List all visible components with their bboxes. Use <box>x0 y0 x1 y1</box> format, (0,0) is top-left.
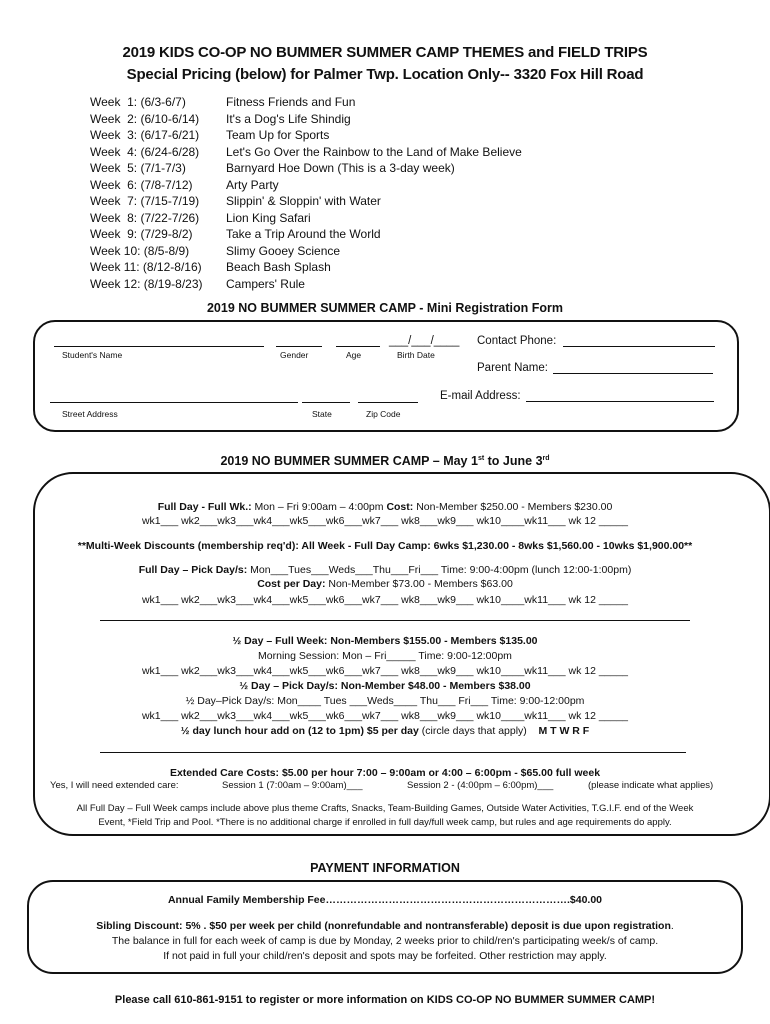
extended-care-yes: Yes, I will need extended care: <box>50 780 179 791</box>
list-item: Week 1: (6/3-6/7) Fitness Friends and Fun <box>90 95 356 109</box>
half-day-pick-day-pricing: ½ Day – Pick Day/s: Non-Member $48.00 - Members $38.00 <box>239 680 531 692</box>
registration-title: 2019 NO BUMMER SUMMER CAMP - Mini Registration Form <box>206 301 564 315</box>
membership-fee: Annual Family Membership Fee…………………………………………………………….$40.00 <box>167 894 603 906</box>
list-item: Week 11: (8/12-8/16) Beach Bash Splash <box>90 260 331 274</box>
zip-label: Zip Code <box>366 409 401 419</box>
camp-title: 2019 NO BUMMER SUMMER CAMP – May 1st to June 3rd <box>220 454 550 468</box>
street-address-label: Street Address <box>62 409 118 419</box>
camp-note-line-1: All Full Day – Full Week camps include above plus theme Crafts, Snacks, Team-Building Games, Outside Water Activities, T.G.I.F. end of the Week <box>76 803 694 814</box>
full-day-line: Full Day - Full Wk.: Mon – Fri 9:00am – 4:00pm Cost: Non-Member $250.00 - Members $230.00 <box>157 501 613 513</box>
email-label: E-mail Address: <box>440 390 521 402</box>
session-2-option[interactable]: Session 2 - (4:00pm – 6:00pm)___ <box>407 780 554 791</box>
parent-name-label: Parent Name: <box>477 362 548 374</box>
list-item: Week 8: (7/22-7/26) Lion King Safari <box>90 210 311 225</box>
email-field[interactable] <box>526 401 714 402</box>
list-item: Week 9: (7/29-8/2) Take a Trip Around the World <box>90 227 381 241</box>
contact-phone-label: Contact Phone: <box>477 335 557 347</box>
list-item: Week 7: (7/15-7/19) Slippin' & Sloppin' with Water <box>90 194 381 208</box>
extended-care-costs: Extended Care Costs: $5.00 per hour 7:00 – 9:00am or 4:00 – 6:00pm - $65.00 full week <box>169 767 601 779</box>
state-label: State <box>312 409 332 419</box>
payment-title: PAYMENT INFORMATION <box>310 861 460 875</box>
week-list <box>90 94 522 292</box>
student-name-label: Student's Name <box>62 350 123 360</box>
please-indicate-note: (please indicate what applies) <box>588 780 714 791</box>
sibling-discount: Sibling Discount: 5% . $50 per week per child (nonrefundable and nontransferable) deposit is due upon registration. <box>96 920 674 932</box>
parent-name-field[interactable] <box>553 373 713 374</box>
session-1-option[interactable]: Session 1 (7:00am – 9:00am)___ <box>222 780 363 791</box>
student-name-field[interactable] <box>54 346 264 347</box>
footer-call: Please call 610-861-9151 to register or more information on KIDS CO-OP NO BUMMER SUMMER CAMP! <box>114 994 656 1006</box>
list-item: Week 10: (8/5-8/9) Slimy Gooey Science <box>90 243 341 258</box>
divider <box>100 620 690 621</box>
lunch-day-options[interactable]: M T W R F <box>538 725 590 737</box>
gender-field[interactable] <box>276 346 322 347</box>
list-item: Week 2: (6/10-6/14) It's a Dog's Life Shindig <box>90 111 351 126</box>
pick-day-week-checkboxes[interactable]: wk1___ wk2___wk3___wk4___wk5___wk6___wk7___ wk8___wk9___ wk10____wk11___ wk 12 _____ <box>141 594 629 606</box>
half-day-pick-week-checkboxes[interactable]: wk1___ wk2___wk3___wk4___wk5___wk6___wk7___ wk8___wk9___ wk10____wk11___ wk 12 _____ <box>141 710 629 722</box>
age-label: Age <box>346 350 362 360</box>
zip-field[interactable] <box>358 402 418 403</box>
street-address-field[interactable] <box>50 402 298 403</box>
list-item: Week 5: (7/1-7/3) Barnyard Hoe Down (This is a 3-day week) <box>90 161 455 175</box>
multi-week-discount: **Multi-Week Discounts (membership req'd): All Week - Full Day Camp: 6wks $1,230.00 - 8wks $1,560.00 - 10wks $1,900.00** <box>77 540 693 552</box>
list-item: Week 12: (8/19-8/23) Campers' Rule <box>90 276 305 291</box>
lunch-add-on-line: ½ day lunch hour add on (12 to 1pm) $5 per day (circle days that apply) M T W R F <box>180 725 590 737</box>
birth-date-label: Birth Date <box>397 350 435 360</box>
gender-label: Gender <box>280 350 309 360</box>
half-day-pick-days[interactable]: ½ Day–Pick Day/s: Mon____ Tues ___Weds____ Thu___ Fri___ Time: 9:00-12:00pm <box>185 695 585 707</box>
birth-date-field[interactable]: ___/___/____ <box>389 335 460 347</box>
morning-session-line: Morning Session: Mon – Fri_____ Time: 9:00-12:00pm <box>258 650 512 662</box>
age-field[interactable] <box>336 346 380 347</box>
contact-phone-field[interactable] <box>563 346 715 347</box>
forfeit-note: If not paid in full your child/ren's deposit and spots may be forfeited. Other restriction may apply. <box>163 950 607 962</box>
divider <box>100 752 686 753</box>
half-day-week-checkboxes[interactable]: wk1___ wk2___wk3___wk4___wk5___wk6___wk7___ wk8___wk9___ wk10____wk11___ wk 12 _____ <box>141 665 629 677</box>
page-title: 2019 KIDS CO-OP NO BUMMER SUMMER CAMP THEMES and FIELD TRIPS <box>122 44 648 61</box>
list-item: Week 4: (6/24-6/28) Let's Go Over the Rainbow to the Land of Make Believe <box>90 144 522 159</box>
half-day-full-week: ½ Day – Full Week: Non-Members $155.00 - Members $135.00 <box>232 635 538 647</box>
camp-note-line-2: Event, *Field Trip and Pool. *There is no additional charge if enrolled in full day/full week camp, but rules and age requirements do apply. <box>98 817 672 828</box>
pick-day-line: Full Day – Pick Day/s: Mon___Tues___Weds___Thu___Fri___ Time: 9:00-4:00pm (lunch 12:00-1:00pm) <box>138 564 632 576</box>
state-field[interactable] <box>302 402 350 403</box>
full-day-week-checkboxes[interactable]: wk1___ wk2___wk3___wk4___wk5___wk6___wk7___ wk8___wk9___ wk10____wk11___ wk 12 _____ <box>141 515 629 527</box>
page-subtitle: Special Pricing (below) for Palmer Twp. Location Only-- 3320 Fox Hill Road <box>126 66 644 83</box>
list-item: Week 6: (7/8-7/12) Arty Party <box>90 177 279 192</box>
balance-note: The balance in full for each week of camp is due by Monday, 2 weeks prior to child/ren's participating week/s of camp. <box>111 935 659 947</box>
cost-per-day-line: Cost per Day: Non-Member $73.00 - Members $63.00 <box>257 578 513 590</box>
list-item: Week 3: (6/17-6/21) Team Up for Sports <box>90 128 330 142</box>
